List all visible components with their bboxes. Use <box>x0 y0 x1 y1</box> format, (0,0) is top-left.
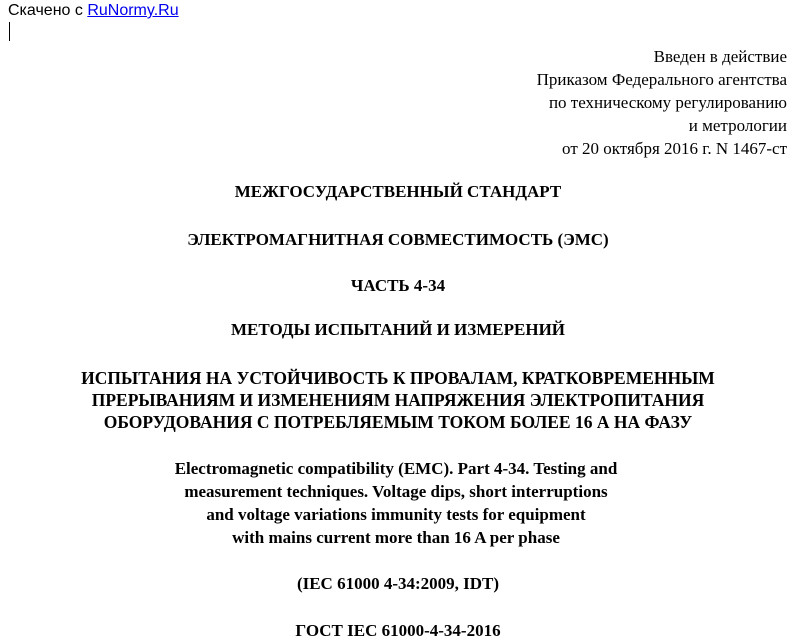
introduction-line-4: и метрологии <box>688 116 787 135</box>
russian-title-line-1: ИСПЫТАНИЯ НА УСТОЙЧИВОСТЬ К ПРОВАЛАМ, КРАТКОВРЕМЕННЫМ <box>81 368 715 388</box>
text-cursor <box>9 22 10 41</box>
iec-reference: (IEC 61000 4-34:2009, IDT) <box>296 574 500 593</box>
download-source-line <box>8 1 179 21</box>
gost-number: ГОСТ IEC 61000-4-34-2016 <box>295 621 501 640</box>
introduction-line-5: от 20 октября 2016 г. N 1467-ст <box>562 139 787 158</box>
russian-full-title <box>0 367 790 433</box>
introduction-line-2: Приказом Федерального агентства <box>536 70 787 89</box>
introduction-note <box>427 45 787 160</box>
introduction-line-3: по техническому регулированию <box>548 93 787 112</box>
english-title-line-1: Electromagnetic compatibility (EMC). Part 4-34. Testing and <box>174 459 618 478</box>
introduction-line-1: Введен в действие <box>653 47 787 66</box>
english-title-line-2: measurement techniques. Voltage dips, short interruptions <box>184 482 608 501</box>
russian-title-line-3: ОБОРУДОВАНИЯ С ПОТРЕБЛЯЕМЫМ ТОКОМ БОЛЕЕ 16 А НА ФАЗУ <box>103 412 693 432</box>
english-title-line-4: with mains current more than 16 A per phase <box>232 528 560 547</box>
english-title-line-3: and voltage variations immunity tests for equipment <box>206 505 586 524</box>
part-title: ЧАСТЬ 4-34 <box>350 276 446 295</box>
methods-title: МЕТОДЫ ИСПЫТАНИЙ И ИЗМЕРЕНИЙ <box>230 320 566 339</box>
english-title <box>0 457 790 549</box>
runormy-link[interactable]: RuNormy.Ru <box>87 2 179 19</box>
russian-title-line-2: ПРЕРЫВАНИЯМ И ИЗМЕНЕНИЯМ НАПРЯЖЕНИЯ ЭЛЕКТРОПИТАНИЯ <box>91 390 705 410</box>
standard-type-title: МЕЖГОСУДАРСТВЕННЫЙ СТАНДАРТ <box>234 182 562 201</box>
download-source-prefix: Скачено с <box>8 2 88 19</box>
subject-title: ЭЛЕКТРОМАГНИТНАЯ СОВМЕСТИМОСТЬ (ЭМС) <box>187 230 609 249</box>
